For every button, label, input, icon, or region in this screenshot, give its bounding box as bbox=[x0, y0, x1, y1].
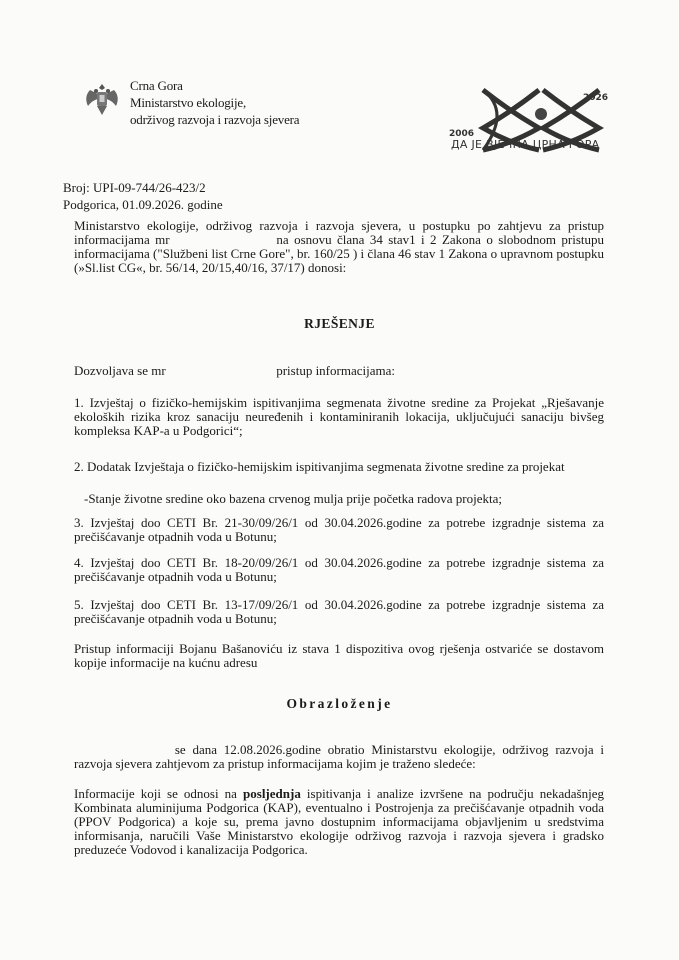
place-date: Podgorica, 01.09.2026. godine bbox=[63, 197, 223, 212]
info-text-bold: posljednja bbox=[243, 786, 301, 801]
intro-text-1: Ministarstvo ekologije, održivog razvoja i razvoja sjevera, u postupku po zahtjevu za pristup informacijama mr bbox=[74, 218, 604, 247]
list-item-1: 1. Izvještaj o fizičko-hemijskim ispitivanjima segmenata životne sredine za Projekat „Rješavanje ekoloških rizika kroz sanaciju neuređenih i kontaminiranih lokacija, uključujući sanaciju bivšeg kompleksa KAP-a u Podgorici“; bbox=[74, 395, 604, 438]
reason-text: se dana 12.08.2026.godine obratio Ministarstvu ekologije, održivog razvoja i razvoja sjevera zahtjevom za pristup informacijama kojim je traženo sledeće: bbox=[74, 742, 605, 771]
info-text-2: ispitivanja i analize izvršene na području nekadašnjeg Kombinata aluminijuma Podgorica (KAP), eventualno i Postrojenja za prečišćavanje otpadnih voda (PPOV Podgorica) a koje su, prema javno dostupnim informacijama objavljenim u sredstvima informisanja, naručili Vaše Ministarstvo ekologije održivog razvoja i razvoja sjevera i gradsko preduzeće Vodovod i kanalizacija Podgorica. bbox=[74, 786, 604, 857]
motto-text: ДА ЈЕ ВЈЕЧНА ЦРНА ГОРА bbox=[451, 138, 600, 151]
issuing-organization bbox=[130, 77, 299, 128]
org-ministry-line2: održivog razvoja i razvoja sjevera bbox=[130, 112, 300, 127]
redacted-name bbox=[74, 744, 168, 754]
list-item-5: 5. Izvještaj doo CETI Br. 13-17/09/26/1 od 30.04.2026.godine za potrebe izgradnje sistema za prečišćavanje otpadnih voda u Botunu; bbox=[74, 597, 604, 626]
reason-paragraph bbox=[74, 743, 604, 771]
list-item-2-continuation: -Stanje životne sredine oko bazena crvenog mulja prije početka radova projekta; bbox=[84, 491, 502, 506]
document-title: RJEŠENJE bbox=[304, 316, 375, 331]
list-item-2: 2. Dodatak Izvještaja o fizičko-hemijskim ispitivanjima segmenata životne sredine za projekat bbox=[74, 459, 565, 474]
allow-text-2: pristup informacijama: bbox=[276, 363, 395, 378]
list-item-3: 3. Izvještaj doo CETI Br. 21-30/09/26/1 od 30.04.2026.godine za potrebe izgradnje sistema za prečišćavanje otpadnih voda u Botunu; bbox=[74, 515, 604, 544]
list-item-4: 4. Izvještaj doo CETI Br. 18-20/09/26/1 od 30.04.2026.godine za potrebe izgradnje sistema za prečišćavanje otpadnih voda u Botunu; bbox=[74, 555, 604, 584]
logo-year-end: 2026 bbox=[583, 93, 609, 103]
document-meta bbox=[63, 179, 223, 213]
org-country: Crna Gora bbox=[130, 78, 183, 93]
intro-paragraph bbox=[74, 219, 604, 275]
org-ministry-line1: Ministarstvo ekologije, bbox=[130, 95, 246, 110]
intro-text-2: na osnovu člana 34 stav1 i 2 Zakona o slobodnom pristupu informacijama ("Službeni list Crne Gore", br. 160/25 ) i člana 46 stav 1 Zakona o upravnom postupku (»Sl.list CG«, br. 56/14, 20/15,40/16, 37/17) donosi: bbox=[74, 232, 604, 275]
info-paragraph bbox=[74, 787, 604, 857]
redacted-name bbox=[169, 365, 273, 375]
info-text-1: Informacije koji se odnosi na bbox=[74, 786, 237, 801]
allow-paragraph bbox=[74, 364, 604, 378]
redacted-name bbox=[175, 234, 271, 244]
logo-year-start: 2006 bbox=[449, 129, 475, 139]
access-paragraph: Pristup informaciji Bojanu Bašanoviću iz stava 1 dispozitiva ovog rješenja ostvariće se dostavom kopije informacije na kućnu adresu bbox=[74, 641, 604, 670]
section-heading-explanation: Obrazloženje bbox=[286, 696, 393, 711]
case-number: Broj: UPI-09-744/26-423/2 bbox=[63, 180, 206, 195]
coat-of-arms-emblem bbox=[82, 80, 122, 120]
allow-text-1: Dozvoljava se mr bbox=[74, 363, 166, 378]
